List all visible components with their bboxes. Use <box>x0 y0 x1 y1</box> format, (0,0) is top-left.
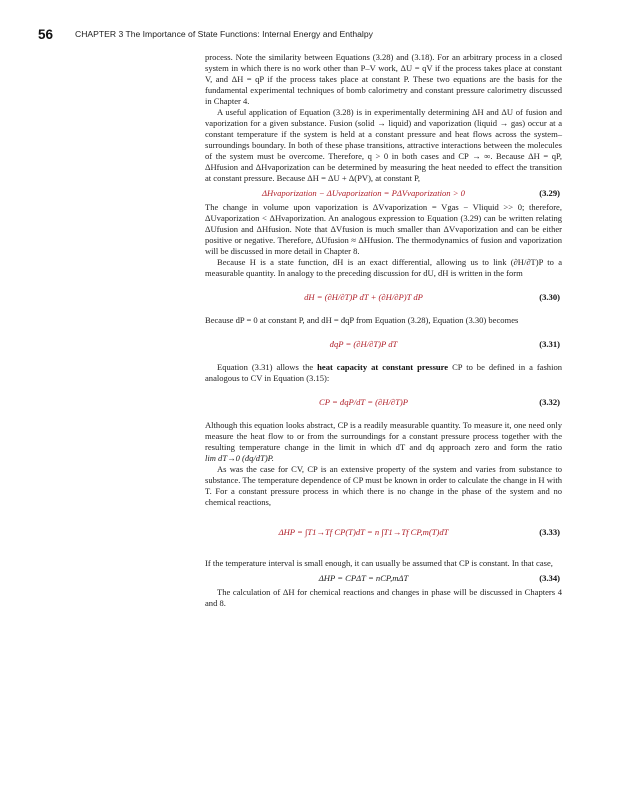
page-number: 56 <box>38 27 54 42</box>
equation-3-31 <box>205 326 562 362</box>
equation-3-33-number: (3.33) <box>539 527 560 537</box>
equation-3-30 <box>205 279 562 315</box>
heat-capacity-term: heat capacity at constant pressure <box>317 362 449 372</box>
equation-3-29-expression: ΔHvaporization − ΔUvaporization = PΔVvaporization > 0 <box>262 188 465 198</box>
equation-3-33 <box>205 508 562 558</box>
paragraph-7 <box>205 420 562 464</box>
chapter-title: CHAPTER 3 The Importance of State Functions: Internal Energy and Enthalpy <box>75 29 373 39</box>
page-header <box>38 27 626 45</box>
equation-3-29-number: (3.29) <box>539 188 560 198</box>
paragraph-3: The change in volume upon vaporization is ΔVvaporization = Vgas − Vliquid >> 0; therefore, ΔUvaporization < ΔHvaporization. An analogous expression to Equation (3.29) can be written relating ΔUfusion and ΔHfusion. Note that ΔVfusion is much smaller than ΔVvaporization and can be either positive or negative. Therefore, ΔUfusion ≈ ΔHfusion. The thermodynamics of fusion and vaporization will be discussed in more detail in Chapter 8. <box>205 202 562 256</box>
equation-3-32 <box>205 384 562 420</box>
equation-3-31-expression: đqP = (∂H/∂T)P dT <box>329 339 398 349</box>
equation-3-32-expression: CP = đqP/dT = (∂H/∂T)P <box>318 397 408 407</box>
equation-3-30-number: (3.30) <box>539 292 560 302</box>
paragraph-10: The calculation of ΔH for chemical reactions and changes in phase will be discussed in Chapters 4 and 8. <box>205 587 562 608</box>
paragraph-6-after: CP to be defined in a fashion analogous to CV in Equation (3.15): <box>205 362 562 383</box>
paragraph-8: As was the case for CV, CP is an extensive property of the system and varies from substance to substance. The temperature dependence of CP must be known in order to calculate the change in H with T. For a constant pressure process in which there is no change in the phase of the system and no chemical reactions, <box>205 464 562 507</box>
paragraph-7-text: Although this equation looks abstract, CP is a readily measurable quantity. To measure it, one need only measure the heat flow to or from the surroundings for a constant pressure process together with the resulting temperature change in the limit in which dT and đq approach zero and form the ratio <box>205 420 562 452</box>
page-body <box>205 52 562 609</box>
paragraph-9: If the temperature interval is small enough, it can usually be assumed that CP is constant. In that case, <box>205 558 553 568</box>
equation-3-33-expression: ΔHP = ∫T1→Tf CP(T)dT = n ∫T1→Tf CP,m(T)dT <box>278 527 449 537</box>
paragraph-6 <box>205 362 562 384</box>
paragraph-4: Because H is a state function, dH is an exact differential, allowing us to link (∂H/∂T)P to a measurable quantity. In analogy to the preceding discussion for dU, dH is written in the form <box>205 257 562 278</box>
paragraph-5: Because dP = 0 at constant P, and dH = đqP from Equation (3.28), Equation (3.30) becomes <box>205 315 519 325</box>
paragraph-6-before: Equation (3.31) allows the <box>217 362 318 372</box>
equation-3-29 <box>205 184 562 202</box>
limit-expression: lim dT→0 (đq/dT)P. <box>205 453 274 463</box>
paragraph-2: A useful application of Equation (3.28) is in experimentally determining ΔH and ΔU of fusion and vaporization for a given substance. Fusion (solid → liquid) and vaporization (liquid → gas) occur at a constant temperature if the system is held at a constant pressure and heat flows across the system–surroundings boundary. In both of these phase transitions, attractive interactions between the molecules of the system must be overcome. Therefore, q > 0 in both cases and CP → ∞. Because ΔH = qP, ΔHfusion and ΔHvaporization can be determined by measuring the heat needed to effect the transition at constant pressure. Because ΔH = ΔU + Δ(PV), at constant P, <box>205 107 562 183</box>
equation-3-31-number: (3.31) <box>539 339 560 349</box>
equation-3-32-number: (3.32) <box>539 397 560 407</box>
equation-3-34-number: (3.34) <box>539 573 560 583</box>
equation-3-30-expression: dH = (∂H/∂T)P dT + (∂H/∂P)T dP <box>304 292 423 302</box>
paragraph-1: process. Note the similarity between Equations (3.28) and (3.18). For an arbitrary process in a closed system in which there is no work other than P–V work, ΔU = qV if the process takes place at constant V, and ΔH = qP if the process takes place at constant P. These two equations are the basis for the fundamental experimental techniques of bomb calorimetry and constant pressure calorimetry discussed in Chapter 4. <box>205 52 562 106</box>
equation-3-34-expression: ΔHP = CPΔT = nCP,mΔT <box>318 573 409 583</box>
equation-3-34 <box>205 569 562 587</box>
